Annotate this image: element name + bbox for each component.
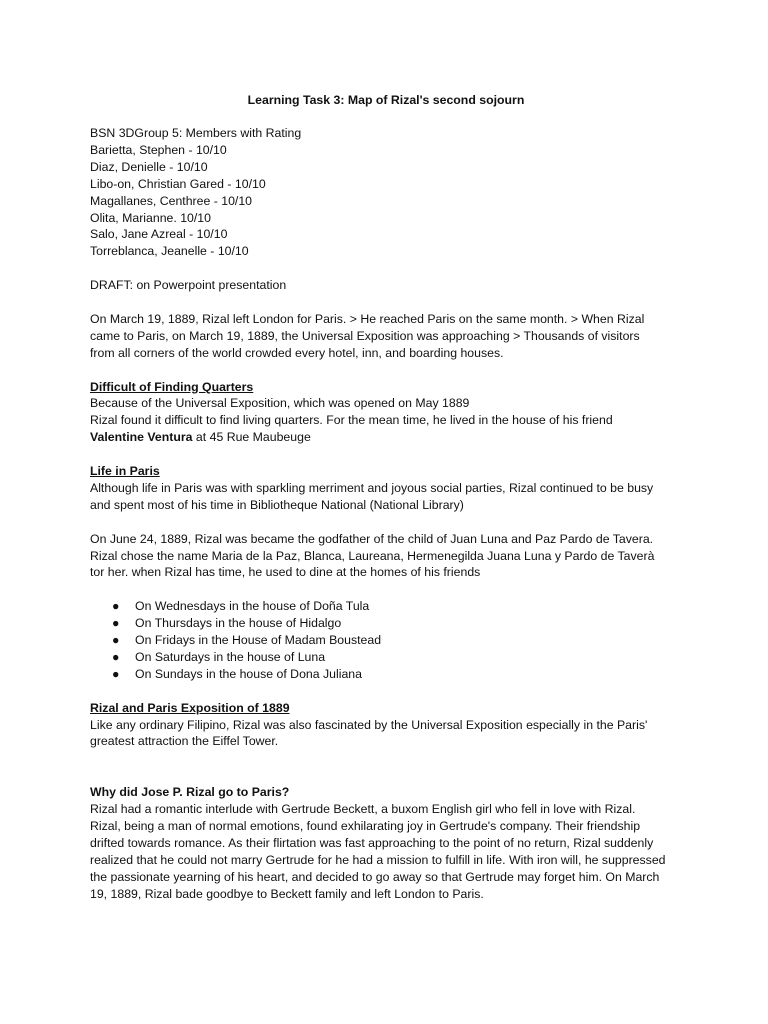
paragraph-line: came to Paris, on March 19, 1889, the Universal Exposition was approaching > Thousands of visitors: [90, 328, 640, 343]
paragraph-line: Rizal chose the name Maria de la Paz, Blanca, Laureana, Hermenegilda Juana Luna y Pardo de Taverà: [90, 548, 655, 563]
paragraph-line: On June 24, 1889, Rizal was became the godfather of the child of Juan Luna and Paz Pardo de Tavera.: [90, 531, 654, 546]
list-item-text: On Fridays in the House of Madam Boustead: [135, 633, 382, 648]
paragraph-line: greatest attraction the Eiffel Tower.: [90, 734, 279, 749]
paragraph-line: Rizal found it difficult to find living quarters. For the mean time, he lived in the house of his friend: [90, 413, 613, 428]
paragraph-line: Rizal had a romantic interlude with Gertrude Beckett, a buxom English girl who fell in love with Rizal.: [90, 802, 636, 817]
member-item: Salo, Jane Azreal - 10/10: [90, 227, 228, 242]
paragraph-line: Like any ordinary Filipino, Rizal was also fascinated by the Universal Exposition especially in the Paris': [90, 717, 648, 732]
section-heading-quarters: Difficult of Finding Quarters: [90, 379, 254, 394]
member-item: Diaz, Denielle - 10/10: [90, 159, 208, 174]
member-item: Magallanes, Centhree - 10/10: [90, 193, 253, 208]
paragraph-line: On March 19, 1889, Rizal left London for Paris. > He reached Paris on the same month. > When Rizal: [90, 311, 645, 326]
list-item-text: On Saturdays in the house of Luna: [135, 649, 326, 664]
list-item: [90, 598, 682, 615]
quarters-section: [90, 379, 682, 447]
list-item: [90, 649, 682, 666]
document-page: [90, 92, 682, 919]
member-item: Barietta, Stephen - 10/10: [90, 142, 227, 157]
paragraph-line: drifted towards romance. As their flirtation was fast approaching to the point of no return, Rizal suddenly: [90, 835, 654, 850]
paragraph-line: from all corners of the world crowded every hotel, inn, and boarding houses.: [90, 345, 504, 360]
dining-list: [90, 598, 682, 682]
paragraph-line: Although life in Paris was with sparkling merriment and joyous social parties, Rizal continued to be busy: [90, 480, 654, 495]
list-item: [90, 632, 682, 649]
paragraph-line: tor her. when Rizal has time, he used to dine at the homes of his friends: [90, 565, 481, 580]
list-item-text: On Wednesdays in the house of Doña Tula: [135, 599, 370, 614]
list-item-text: On Thursdays in the house of Hidalgo: [135, 616, 342, 631]
list-item: [90, 615, 682, 632]
spacer: [90, 767, 682, 784]
member-item: Torreblanca, Jeanelle - 10/10: [90, 244, 249, 259]
member-item: Olita, Marianne. 10/10: [90, 210, 211, 225]
friend-address: at 45 Rue Maubeuge: [192, 430, 311, 445]
section-heading-why: Why did Jose P. Rizal go to Paris?: [90, 785, 290, 800]
paragraph-line: 19, 1889, Rizal bade goodbye to Beckett family and left London to Paris.: [90, 886, 484, 901]
godfather-paragraph: [90, 531, 682, 582]
bullet-icon: ●: [112, 633, 120, 648]
members-heading: BSN 3DGroup 5: Members with Rating: [90, 126, 302, 140]
exposition-section: [90, 700, 682, 751]
intro-paragraph: [90, 311, 682, 362]
paragraph-line: Because of the Universal Exposition, which was opened on May 1889: [90, 396, 470, 411]
paragraph-line: [90, 429, 682, 446]
friend-name: Valentine Ventura: [90, 430, 193, 445]
section-heading-exposition: Rizal and Paris Exposition of 1889: [90, 700, 290, 715]
paragraph-line: the passionate yearning of his heart, and decided to go away so that Gertrude may forget him. On March: [90, 869, 660, 884]
bullet-icon: ●: [112, 599, 120, 614]
bullet-icon: ●: [112, 666, 120, 681]
why-section: [90, 784, 682, 902]
draft-note: [90, 277, 682, 294]
bullet-icon: ●: [112, 616, 120, 631]
members-section: [90, 125, 682, 260]
life-section: [90, 463, 682, 514]
paragraph-line: Rizal, being a man of normal emotions, found exhilarating joy in Gertrude's company. Their friendship: [90, 818, 641, 833]
bullet-icon: ●: [112, 649, 120, 664]
list-item: [90, 666, 682, 683]
paragraph-line: and spent most of his time in Bibliotheque National (National Library): [90, 497, 464, 512]
member-item: Libo-on, Christian Gared - 10/10: [90, 176, 266, 191]
section-heading-life: Life in Paris: [90, 464, 160, 479]
draft-note-text: DRAFT: on Powerpoint presentation: [90, 278, 287, 293]
paragraph-line: realized that he could not marry Gertrude for he had a mission to fulfill in life. With iron will, he suppressed: [90, 852, 666, 867]
page-title: Learning Task 3: Map of Rizal's second sojourn: [247, 93, 525, 107]
list-item-text: On Sundays in the house of Dona Juliana: [135, 666, 362, 681]
